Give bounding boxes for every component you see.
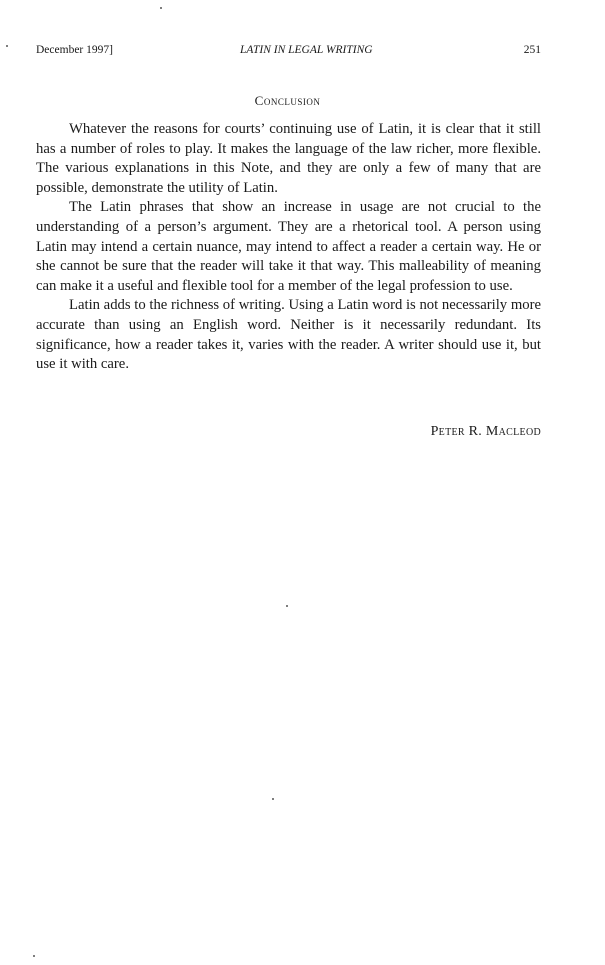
paragraph: Latin adds to the richness of writing. Using a Latin word is not necessarily more accurate than using an English word. Neither is it necessarily redundant. Its significance, how a reader takes it, varies with the reader. A writer should use it, but use it with care. <box>36 297 541 373</box>
scan-speck <box>33 955 35 957</box>
header-journal-title: LATIN IN LEGAL WRITING <box>240 44 373 56</box>
scan-speck <box>6 45 8 47</box>
scan-speck <box>272 798 274 800</box>
author-signature: Peter R. Macleod <box>430 424 541 439</box>
page-number: 251 <box>523 44 541 56</box>
header-date: December 1997] <box>36 44 113 56</box>
scan-speck <box>286 605 288 607</box>
paragraph: Whatever the reasons for courts’ continuing use of Latin, it is clear that it still has a number of roles to play. It makes the language of the law richer, more flexible. The various explanations in this Note, and they are only a few of many that are possible, demonstrate the utility of Latin. <box>36 121 541 196</box>
scan-speck <box>160 7 162 9</box>
body-text <box>36 120 541 375</box>
running-header <box>36 44 541 64</box>
paragraph: The Latin phrases that show an increase in usage are not crucial to the understanding of a person’s argument. They are a rhetorical tool. A person using Latin may intend a certain nuance, may intend to affect a reader a certain way. He or she cannot be sure that the reader will take it that way. This malleability of meaning can make it a useful and flexible tool for a member of the legal profession to use. <box>36 199 541 294</box>
section-heading: Conclusion <box>254 93 321 108</box>
